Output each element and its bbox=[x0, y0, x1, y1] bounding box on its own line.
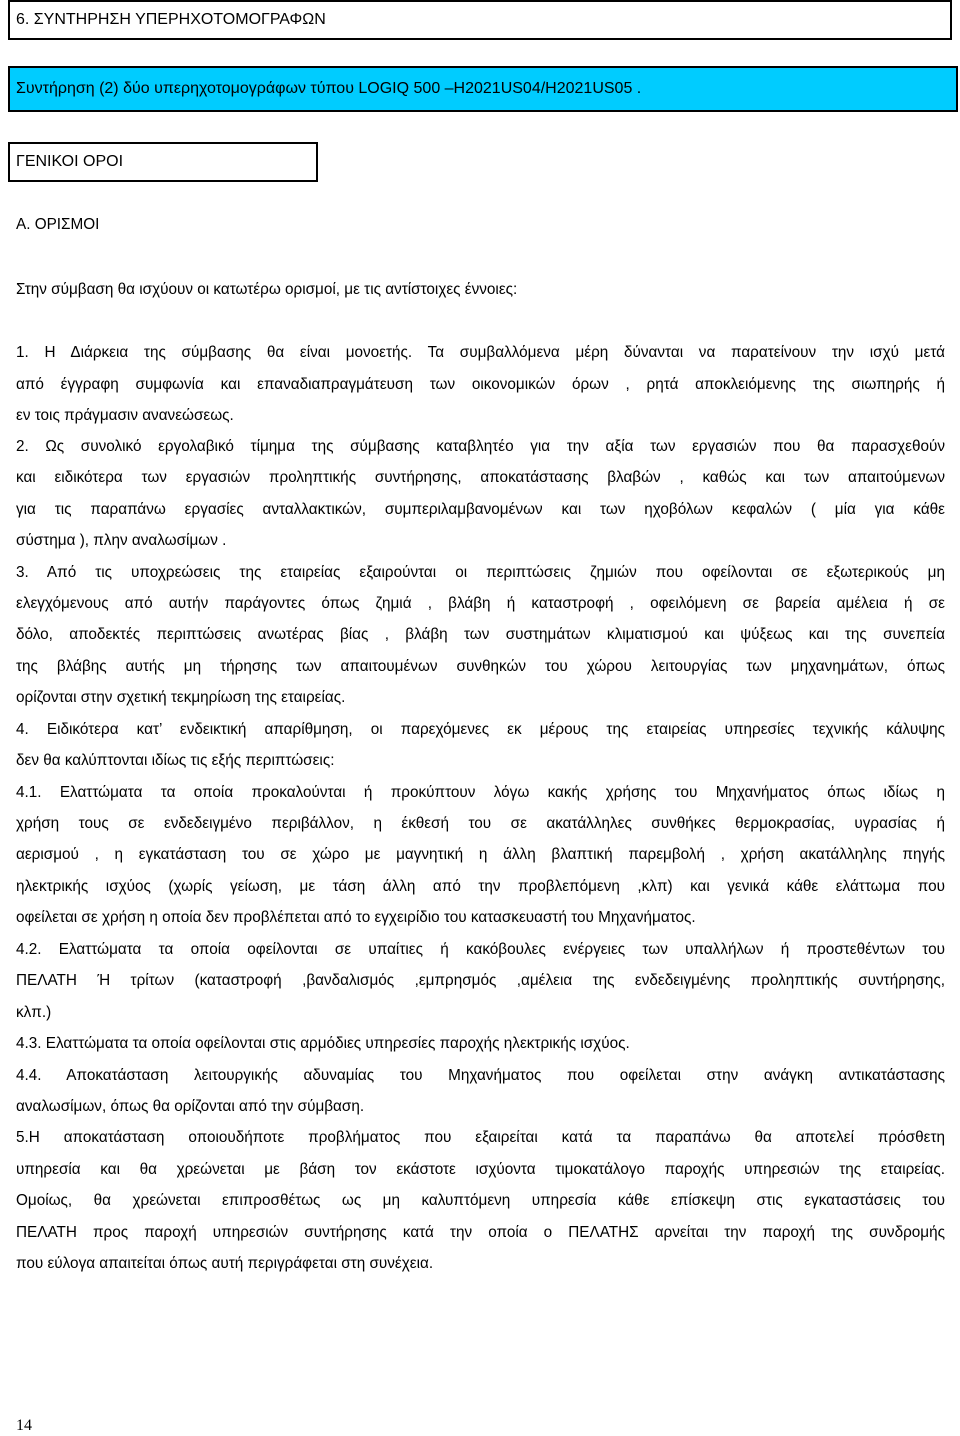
body-line: 5.Η αποκατάσταση οποιουδήποτε προβλήματος που εξαιρείται κατά τα παραπάνω θα αποτελεί πρόσθετη bbox=[16, 1129, 945, 1146]
body-line: ελεγχόμενους από αυτήν παράγοντες όπως ζημιά , βλάβη ή καταστροφή , οφειλόμενη σε βαρεία αμέλεια ή σε bbox=[16, 595, 945, 612]
body-line: 3. Από τις υποχρεώσεις της εταιρείας εξαιρούνται οι περιπτώσεις ζημιών που οφείλονται σε εξωτερικούς μη bbox=[16, 564, 945, 581]
intro-line: Στην σύμβαση θα ισχύουν οι κατωτέρω ορισμοί, με τις αντίστοιχες έννοιες: bbox=[16, 281, 518, 298]
body-line: ΠΕΛΑΤΗ Ή τρίτων (καταστροφή ,βανδαλισμός ,εμπρησμός ,αμέλεια της ενδεδειγμένης προληπτικής συντήρησης, bbox=[16, 972, 945, 989]
general-terms-title: ΓΕΝΙΚΟΙ ΟΡΟΙ bbox=[16, 153, 124, 170]
body-line: για τις παραπάνω εργασίες ανταλλακτικών, συμπεριλαμβανομένων και των ηχοβόλων κεφαλών ( μία για κάθε bbox=[16, 501, 945, 518]
section-title: 6. ΣΥΝΤΗΡΗΣΗ ΥΠΕΡΗΧΟΤΟΜΟΓΡΑΦΩΝ bbox=[16, 11, 326, 28]
body-line: ορίζονται στην σχετική τεκμηρίωση της εταιρείας. bbox=[16, 689, 346, 706]
body-line: δόλο, αποδεκτές περιπτώσεις ανωτέρας βίας , βλάβη των συστημάτων κλιματισμού και ψύξεως και της συνεπεία bbox=[16, 626, 945, 643]
body-line: της βλάβης αυτής μη τήρησης των απαιτουμένων συνθηκών του χώρου λειτουργίας των μηχανημάτων, όπως bbox=[16, 658, 945, 675]
body-line: χρήση τους σε ενδεδειγμένο περιβάλλον, η έκθεσή του σε ακατάλληλες συνθήκες θερμοκρασίας, υγρασίας ή bbox=[16, 815, 945, 832]
body-line: αναλωσίμων, όπως θα ορίζονται από την σύμβαση. bbox=[16, 1098, 365, 1115]
body-line: 4.2. Ελαττώματα τα οποία οφείλονται σε υπαίτιες ή κακόβουλες ενέργειες των υπαλλήλων ή προστεθέντων του bbox=[16, 941, 945, 958]
body-line: κλπ.) bbox=[16, 1004, 52, 1021]
body-line: και ειδικότερα των εργασιών προληπτικής συντήρησης, αποκατάστασης βλαβών , καθώς και των απαιτούμενων bbox=[16, 469, 945, 486]
contract-title: Συντήρηση (2) δύο υπερηχοτομογράφων τύπου LOGIQ 500 –H2021US04/H2021US05 . bbox=[16, 80, 642, 97]
body-line: υπηρεσία και θα χρεώνεται με βάση τον εκάστοτε ισχύοντα τιμοκατάλογο παροχής υπηρεσιών της εταιρείας. bbox=[16, 1161, 945, 1178]
body-line: σύστημα ), πλην αναλωσίμων . bbox=[16, 532, 227, 549]
body-line: από έγγραφη συμφωνία και επαναδιαπραγμάτευση των οικονομικών όρων , ρητά αποκλειόμενης της σιωπηρής ή bbox=[16, 376, 945, 393]
body-line: εν τοις πράγμασιν ανανεώσεως. bbox=[16, 407, 234, 424]
contract-title-box bbox=[8, 66, 958, 112]
definitions-heading: Α. ΟΡΙΣΜΟΙ bbox=[16, 216, 100, 233]
body-line: ΠΕΛΑΤΗ προς παροχή υπηρεσιών συντήρησης κατά την οποία ο ΠΕΛΑΤΗΣ αρνείται την παροχή της συνδρομής bbox=[16, 1224, 945, 1241]
body-line: 4.3. Ελαττώματα τα οποία οφείλονται στις αρμόδιες υπηρεσίες παροχής ηλεκτρικής ισχύος. bbox=[16, 1035, 630, 1052]
general-terms-box bbox=[8, 142, 318, 182]
section-header-box bbox=[8, 0, 952, 40]
body-line: που εύλογα απαιτείται όπως αυτή περιγράφεται στη συνέχεια. bbox=[16, 1255, 434, 1272]
body-line: 4.1. Ελαττώματα τα οποία προκαλούνται ή προκύπτουν λόγω κακής χρήσης του Μηχανήματος όπως ιδίως η bbox=[16, 784, 945, 801]
body-line: 4. Ειδικότερα κατ’ ενδεικτική απαρίθμηση, οι παρεχόμενες εκ μέρους της εταιρείας υπηρεσίες τεχνικής κάλυψης bbox=[16, 721, 945, 738]
body-line: δεν θα καλύπτονται ιδίως τις εξής περιπτώσεις: bbox=[16, 752, 335, 769]
body-line: οφείλεται σε χρήση η οποία δεν προβλέπεται από το εγχειρίδιο του κατασκευαστή του Μηχανήματος. bbox=[16, 909, 696, 926]
body-line: αερισμού , η εγκατάσταση του σε χώρο με μαγνητική η άλλη βλαπτική παρεμβολή , χρήση ακατάλληλης πηγής bbox=[16, 846, 945, 863]
body-line: ηλεκτρικής ισχύος (χωρίς γείωση, με τάση άλλη από την προβλεπόμενη ,κλπ) και γενικά κάθε ελάττωμα που bbox=[16, 878, 945, 895]
page-number: 14 bbox=[16, 1417, 32, 1434]
body-line: Ομοίως, θα χρεώνεται επιπροσθέτως ως μη καλυπτόμενη υπηρεσία κάθε επίσκεψη στις εγκαταστάσεις του bbox=[16, 1192, 945, 1209]
body-line: 1. Η Διάρκεια της σύμβασης θα είναι μονοετής. Τα συμβαλλόμενα μέρη δύνανται να παρατείνουν την ισχύ μετά bbox=[16, 344, 945, 361]
body-line: 4.4. Αποκατάσταση λειτουργικής αδυναμίας του Μηχανήματος που οφείλεται στην ανάγκη αντικατάστασης bbox=[16, 1067, 945, 1084]
body-line: 2. Ως συνολικό εργολαβικό τίμημα της σύμβασης καταβλητέο για την αξία των εργασιών που θα παρασχεθούν bbox=[16, 438, 945, 455]
